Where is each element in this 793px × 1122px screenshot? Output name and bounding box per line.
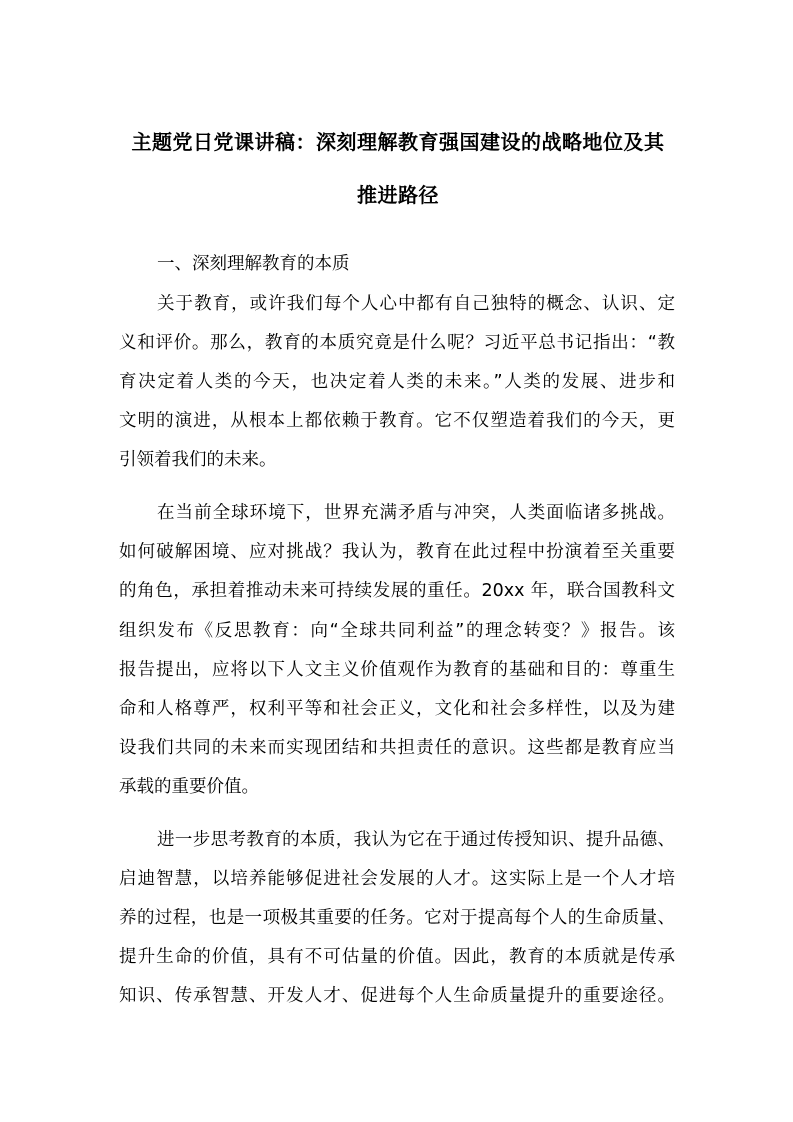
paragraph-line: 的角色，承担着推动未来可持续发展的重任。20xx 年，联合国教科文 [119, 581, 675, 601]
paragraph-line: 进一步思考教育的本质，我认为它在于通过传授知识、提升品德、 [157, 830, 675, 850]
paragraph-line: 报告提出，应将以下人文主义价值观作为教育的基础和目的：尊重生 [119, 660, 675, 680]
paragraph-line: 命和人格尊严，权利平等和社会正义，文化和社会多样性，以及为建 [119, 699, 675, 719]
paragraph-line: 设我们共同的未来而实现团结和共担责任的意识。这些都是教育应当 [119, 738, 675, 758]
paragraph-line: 承载的重要价值。 [119, 777, 259, 797]
paragraph-line: 如何破解困境、应对挑战？我认为，教育在此过程中扮演着至关重要 [119, 542, 675, 562]
paragraph-line: 义和评价。那么，教育的本质究竟是什么呢？习近平总书记指出：“教 [119, 333, 675, 353]
document-title-line-1: 主题党日党课讲稿：深刻理解教育强国建设的战略地位及其 [131, 130, 665, 154]
section-heading: 一、深刻理解教育的本质 [157, 254, 350, 274]
paragraph-line: 养的过程，也是一项极其重要的任务。它对于提高每个人的生命质量、 [119, 908, 675, 928]
document-title-line-2: 推进路径 [357, 183, 439, 207]
paragraph-line: 在当前全球环境下，世界充满矛盾与冲突，人类面临诸多挑战。 [157, 503, 675, 523]
paragraph-line: 提升生命的价值，具有不可估量的价值。因此，教育的本质就是传承 [119, 947, 675, 967]
paragraph-line: 组织发布《反思教育：向“全球共同利益”的理念转变？》报告。该 [119, 621, 675, 641]
paragraph-line: 文明的演进，从根本上都依赖于教育。它不仅塑造着我们的今天，更 [119, 411, 675, 431]
paragraph-line: 育决定着人类的今天，也决定着人类的未来。”人类的发展、进步和 [119, 372, 675, 392]
paragraph-line: 启迪智慧，以培养能够促进社会发展的人才。这实际上是一个人才培 [119, 869, 675, 889]
paragraph-line: 知识、传承智慧、开发人才、促进每个人生命质量提升的重要途径。 [119, 986, 675, 1006]
paragraph-line: 引领着我们的未来。 [119, 450, 277, 470]
paragraph-line: 关于教育，或许我们每个人心中都有自己独特的概念、认识、定 [157, 294, 675, 314]
